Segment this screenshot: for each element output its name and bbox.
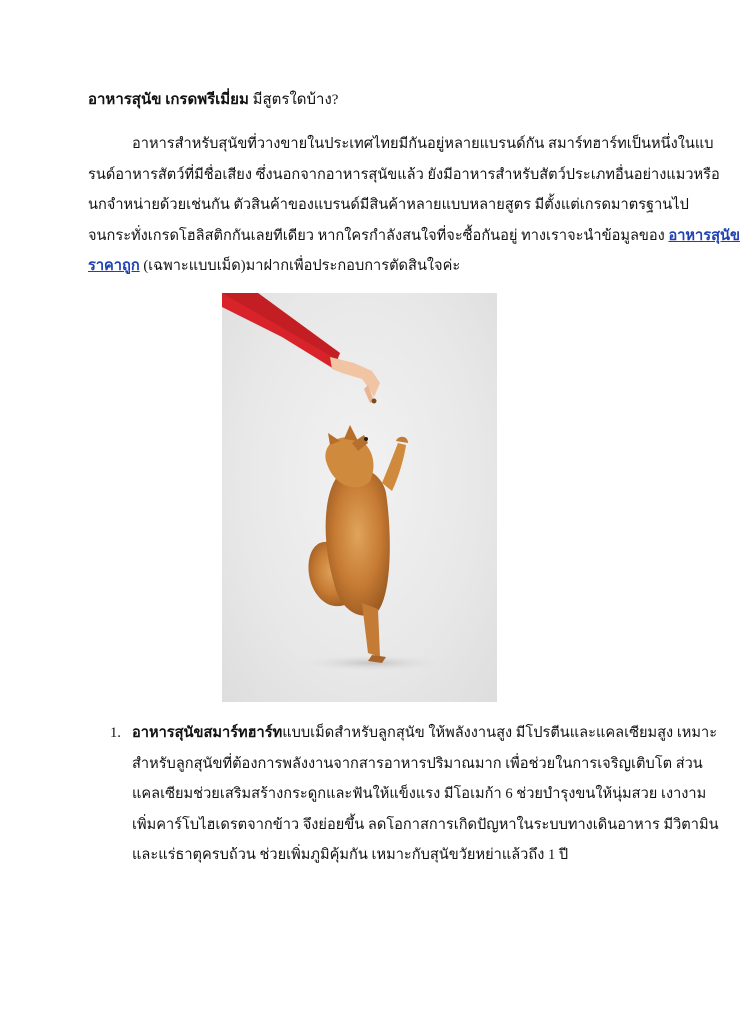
intro-line-text: จนกระทั่งเกรดโฮลิสติกกันเลยทีเดียว หากใครกำลังสนใจที่จะซื้อกันอยู่ ทางเราจะนำข้อมูลของ [88, 227, 669, 244]
list-line: สำหรับลูกสุนัขที่ต้องการพลังงานจากสารอาหารปริมาณมาก เพื่อช่วยในการเจริญเติบโต ส่วน [132, 755, 703, 772]
list-line: แคลเซียมช่วยเสริมสร้างกระดูกและฟันให้แข็งแรง มีโอเมก้า 6 ช่วยบำรุงขนให้นุ่มสวย เงางาม [132, 786, 707, 802]
list-line-text: แบบเม็ดสำหรับลูกสุนัข ให้พลังงานสูง มีโปรตีนและแคลเซียมสูง เหมาะ [282, 725, 718, 741]
intro-line [88, 221, 740, 252]
intro-line: อาหารสำหรับสุนัขที่วางขายในประเทศไทยมีกันอยู่หลายแบรนด์กัน สมาร์ทฮาร์ทเป็นหนึ่งในแบ [132, 136, 714, 152]
dog-photo [222, 293, 497, 702]
hand [330, 357, 380, 397]
intro-line: นกจำหน่ายด้วยเช่นกัน ตัวสินค้าของแบรนด์มีสินค้าหลายแบบหลายสูตร มีตั้งแต่เกรดมาตรฐานไป [88, 197, 689, 213]
list-line: และแร่ธาตุครบถ้วน ช่วยเพิ่มภูมิคุ้มกัน เหมาะกับสุนัขวัยหย่าแล้วถึง 1 ปี [132, 847, 569, 863]
list-item-body [132, 718, 719, 871]
list-line: เพิ่มคาร์โบไฮเดรตจากข้าว จึงย่อยขึ้น ลดโอกาสการเกิดปัญหาในระบบทางเดินอาหาร มีวิตามิน [132, 816, 719, 833]
cheap-dog-food-link-cont[interactable]: ราคาถูก [88, 258, 140, 274]
intro-line: รนด์อาหารสัตว์ที่มีชื่อเสียง ซึ่งนอกจากอาหารสุนัขแล้ว ยังมีอาหารสำหรับสัตว์ประเภทอื่นอย่างแมวหรือ [88, 166, 720, 183]
heading-rest: มีสูตรใดบ้าง? [248, 92, 339, 108]
pomeranian-jumping-illustration [222, 293, 497, 702]
red-sleeve [222, 293, 340, 369]
cheap-dog-food-link[interactable]: อาหารสุนัข [668, 227, 740, 244]
intro-paragraph [88, 129, 740, 282]
list-line [132, 718, 718, 749]
section-heading [88, 89, 338, 111]
intro-line [88, 251, 643, 282]
list-number: 1. [110, 725, 121, 741]
intro-line-text: (เฉพาะแบบเม็ด)มาฝากเพื่อประกอบการตัดสินใจค่ะ [139, 258, 461, 274]
pomeranian-dog [308, 425, 408, 663]
list-item-title: อาหารสุนัขสมาร์ทฮาร์ท [132, 725, 283, 741]
heading-bold: อาหารสุนัข เกรดพรีเมี่ยม [88, 92, 249, 108]
